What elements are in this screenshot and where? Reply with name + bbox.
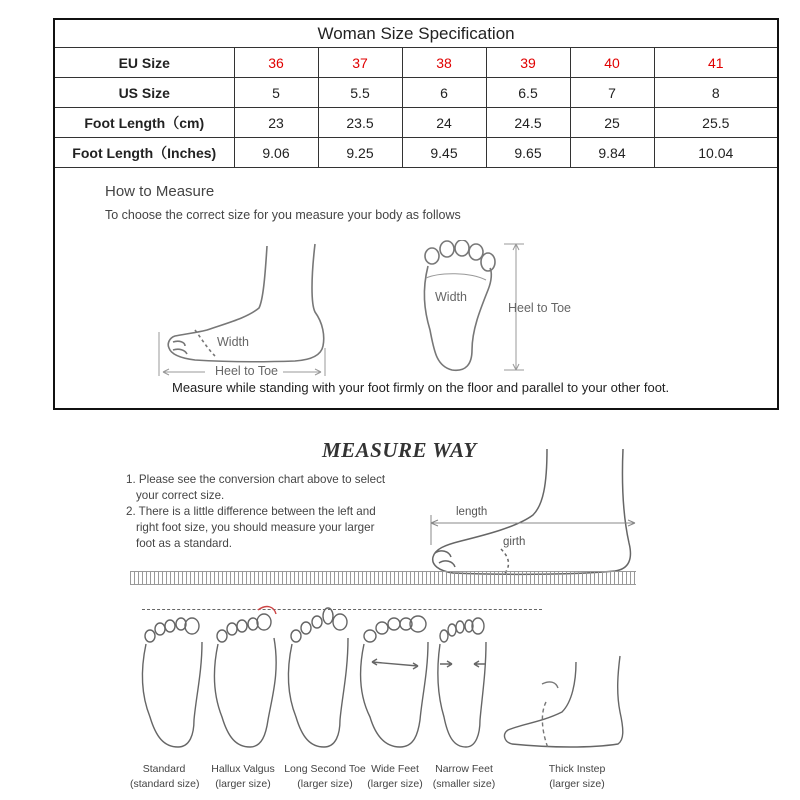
foot-type-wide-feet <box>364 762 426 792</box>
side-width-label: Width <box>217 335 249 349</box>
table-row-cm <box>55 108 777 138</box>
table-cell: 8 <box>654 78 777 108</box>
table-cell: 10.04 <box>654 138 777 168</box>
table-cell: 25.5 <box>654 108 777 138</box>
table-cell: 23.5 <box>318 108 402 138</box>
how-to-measure-section <box>55 168 777 408</box>
table-cell: 36 <box>234 48 318 78</box>
instructions-list <box>126 472 386 552</box>
row-label: Foot Length（Inches) <box>55 138 234 168</box>
table-cell: 25 <box>570 108 654 138</box>
size-specification-panel <box>53 18 779 410</box>
side-foot-diagram <box>155 238 345 378</box>
foot-type-hallux-valgus <box>206 762 280 792</box>
table-cell: 5.5 <box>318 78 402 108</box>
top-heel-to-toe-label: Heel to Toe <box>508 301 572 315</box>
side-heel-to-toe-label: Heel to Toe <box>215 364 279 378</box>
table-cell: 37 <box>318 48 402 78</box>
how-to-title: How to Measure <box>105 183 215 200</box>
row-label: US Size <box>55 78 234 108</box>
how-to-subtitle: To choose the correct size for you measure your body as follows <box>105 208 461 222</box>
table-row-us <box>55 78 777 108</box>
caption-size: (larger size) <box>549 778 605 790</box>
measure-way-section <box>0 420 800 800</box>
girth-label: girth <box>503 536 526 548</box>
table-cell: 23 <box>234 108 318 138</box>
foot-type-thick-instep <box>542 762 612 792</box>
caption-name: Hallux Valgus <box>211 763 275 775</box>
table-cell: 6 <box>402 78 486 108</box>
table-cell: 24.5 <box>486 108 570 138</box>
row-label: EU Size <box>55 48 234 78</box>
caption-size: (larger size) <box>215 778 271 790</box>
foot-types-diagram <box>130 602 650 762</box>
top-width-label: Width <box>435 290 467 304</box>
foot-type-long-second-toe <box>282 762 368 792</box>
length-label: length <box>456 506 488 518</box>
table-cell: 39 <box>486 48 570 78</box>
caption-size: (smaller size) <box>432 778 496 790</box>
table-cell: 38 <box>402 48 486 78</box>
foot-type-narrow-feet <box>428 762 500 792</box>
table-row-eu <box>55 48 777 78</box>
table-cell: 9.65 <box>486 138 570 168</box>
table-cell: 9.25 <box>318 138 402 168</box>
table-row-inches <box>55 138 777 168</box>
measure-way-title: MEASURE WAY <box>322 438 477 462</box>
foot-type-standard <box>130 762 198 792</box>
table-cell: 9.84 <box>570 138 654 168</box>
caption-name: Wide Feet <box>371 763 419 775</box>
caption-name: Standard <box>142 763 186 775</box>
table-cell: 9.45 <box>402 138 486 168</box>
table-cell: 24 <box>402 108 486 138</box>
caption-name: Thick Instep <box>548 763 606 775</box>
ruler <box>130 571 636 585</box>
instruction-item: 1. Please see the conversion chart above to select your correct size. <box>126 473 386 502</box>
caption-size: (larger size) <box>367 778 423 790</box>
table-cell: 7 <box>570 78 654 108</box>
measure-note: Measure while standing with your foot firmly on the floor and parallel to your other foot. <box>172 380 670 395</box>
table-cell: 9.06 <box>234 138 318 168</box>
caption-name: Narrow Feet <box>435 763 493 775</box>
caption-size: (standard size) <box>130 778 200 790</box>
table-cell: 41 <box>654 48 777 78</box>
caption-name: Long Second Toe <box>284 763 366 775</box>
size-table <box>55 20 777 168</box>
table-title: Woman Size Specification <box>55 20 777 48</box>
instruction-item: 2. There is a little difference between the left and right foot size, you should measure your larger foot as a standard. <box>126 505 376 550</box>
table-cell: 6.5 <box>486 78 570 108</box>
row-label: Foot Length（cm) <box>55 108 234 138</box>
table-cell: 40 <box>570 48 654 78</box>
table-cell: 5 <box>234 78 318 108</box>
caption-size: (larger size) <box>297 778 353 790</box>
